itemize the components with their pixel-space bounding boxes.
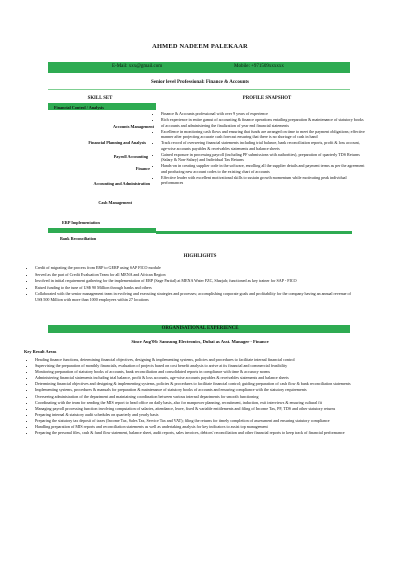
skill-item: ERP Implementation <box>62 220 100 225</box>
experience-heading: ORGANISATIONAL EXPERIENCE <box>161 326 239 331</box>
profile-snapshot-heading: PROFILE SNAPSHOT <box>242 96 292 101</box>
profile-item: • Rich experience in entire gamut of accounting & finance operations entailing preparation & maintenance of statutory books of accounts and administering the finalization of year end financial statements <box>161 117 366 127</box>
mobile-text: Mobile: +971509xxxxxx <box>234 63 284 69</box>
skill-item: Financial Control / Analysis <box>54 105 104 110</box>
profile-item: • Gained exposure in processing payroll (including PF submissions with authorities), preparation of quarterly TDS Returns (Salary & Non-Salary) and Individual Tax Returns <box>161 152 366 162</box>
highlight-item: • Credit of migrating the process from ERP to GERP using SAP FICO module <box>35 265 354 270</box>
profile-item: • Hands-on in creating supplier code in the software, enrolling all the supplier details and payment terms as per the agreement and producing new account codes to the existing chart of accounts <box>161 163 366 173</box>
kra-item: • Administering financial statements including trial balance, profit & loss accounts, age-wise accounts payables & receivables statements and balance sheets <box>35 375 369 380</box>
kra-item: • Managing payroll processing function involving computation of salaries, attendance, leave, fixed & variable entitlements and filing of Income Tax, PF, TDS and other statutory returns <box>35 406 369 411</box>
kra-item: • Preparing internal & statutory audit schedules on quarterly and yearly basis <box>35 412 369 417</box>
kra-item: • Monitoring preparation of statutory books of accounts, bank reconciliation and consolidated reports in compliance with time & accuracy norms <box>35 369 369 374</box>
skill-item: Cash Management <box>98 200 132 205</box>
profile-band-bottom <box>156 231 352 234</box>
skill-item: Accounts Management <box>112 124 154 129</box>
professional-headline: Senior level Professional: Finance & Accounts <box>150 80 249 85</box>
profile-item: • Track record of overseeing financial statements including trial balance, bank reconciliation reports, profit & loss account, age-wise accounts payables & receivables statements and balance sheets <box>161 140 366 150</box>
kra-item: • Preparing the personal files, cash & fund flow statement, balance sheet, audit reports, sales invoices, debtors' reconciliation and other financial reports to keep track of financial performance <box>35 430 369 435</box>
skill-band-bottom <box>48 228 156 233</box>
highlight-item: • Raised funding to the tune of US$ 90 Million through banks and others <box>35 285 354 290</box>
kra-item: • Heading finance functions, determining financial objectives, designing & implementing systems, policies and procedures to facilitate internal financial control <box>35 357 369 362</box>
kra-heading: Key Result Areas <box>24 349 57 354</box>
skill-item: Bank Reconciliation <box>60 236 97 241</box>
skill-item: Accounting and Administration <box>93 181 150 186</box>
profile-item: • Finance & Accounts professional with over 9 years of experience <box>161 111 366 116</box>
highlights-list <box>24 265 354 303</box>
profile-item: • Excellence in monitoring cash flows and ensuring that funds are arranged on time to meet the payment obligations; effective manner after projecting accurate cash forecast ensuring that there is no shortage of cash in hand <box>161 129 366 139</box>
kra-item: • Handling preparation of MIS reports and reconciliation statements as well as undertaking analysis for key indicators to assist top management <box>35 424 369 429</box>
skill-item: Financial Planning and Analysis <box>88 140 146 145</box>
kra-item: • Coordinating with the team for sending the MIS report to head office on daily basis, also for manpower planning, recruitment, induction, exit interviews & ensuring cultural fit <box>35 400 369 405</box>
profile-item: • Effective leader with excellent motivational skills to sustain growth momentum while motivating peak individual performances <box>161 175 366 185</box>
skill-item: Finance <box>135 166 150 171</box>
highlight-item: • Collaborated with the senior management team in evolving and executing strategies and processes; accomplishing corporate goals and profitability for the company having an annual revenue of US$ 500 Million with more than 1000 employees within 27 locations <box>35 291 354 301</box>
skill-item: Payroll Accounting <box>113 154 148 159</box>
highlights-heading: HIGHLIGHTS <box>183 254 217 259</box>
kra-item: • Implementing systems, procedures & manuals for preparation & maintenance of statutory books of accounts and ensuring compliance with the statutory requirements <box>35 387 369 392</box>
kra-list <box>24 357 369 436</box>
kra-item: • Overseeing administration of the department and maintaining coordination between various internal departments for smooth functioning <box>35 394 369 399</box>
skill-set-heading: SKILL SET <box>87 96 113 101</box>
kra-item: • Preparing the statutory tax deposit of taxes (Income Tax, Sales Tax, Service Tax and VAT); filing the returns for timely completion of assessment and ensuring statutory compliance <box>35 418 369 423</box>
candidate-name: AHMED NADEEM PALEKAAR <box>152 43 248 50</box>
highlight-item: • Involved in initial requirement gathering for the implementation of ERP (Sage Partial) at MENA Water FZC, Sharjah; functioned as key trainer for SAP - FICO <box>35 278 354 283</box>
contact-bar <box>48 62 350 73</box>
highlight-item: • Served as the part of Credit Evaluation Team for all MENA and African Region <box>35 272 354 277</box>
profile-snapshot-list <box>152 111 366 186</box>
current-role: Since Aug'06: Samsung Electronics, Dubai as Asst. Manager - Finance <box>131 339 269 344</box>
divider <box>48 89 350 90</box>
kra-item: • Supervising the preparation of monthly financials, evaluation of projects based on cost benefit analysis to arrive at its financial and commercial feasibility <box>35 363 369 368</box>
email-text[interactable]: E-Mail: xxx@gmail.com <box>112 63 163 69</box>
kra-item: • Determining financial objectives and designing & implementing systems, policies & procedures to facilitate financial control; guiding preparation of cash flow & bank reconciliation statements <box>35 381 369 386</box>
